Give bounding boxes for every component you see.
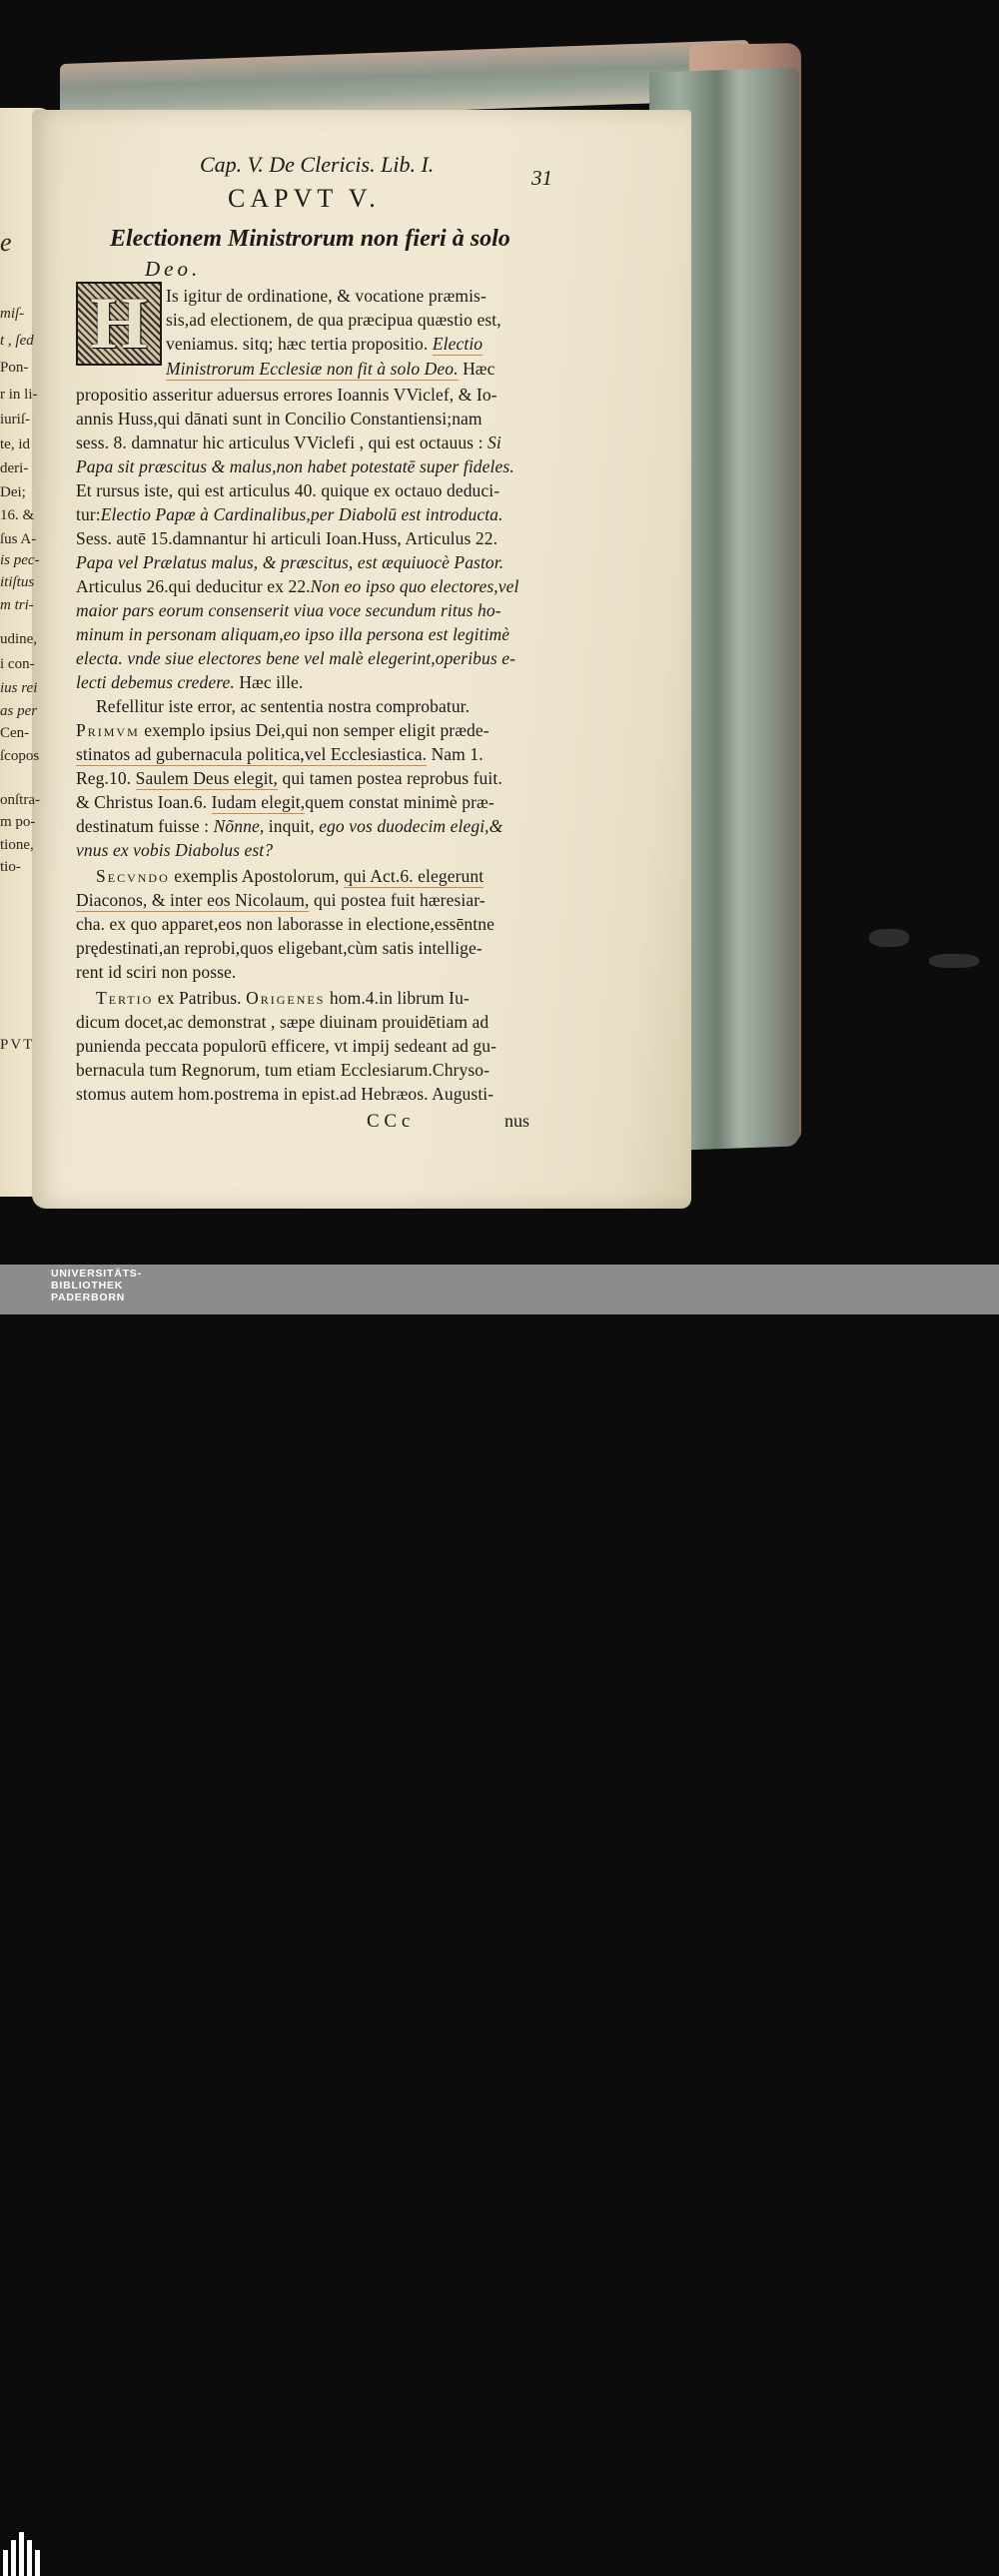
text-line: rent id sciri non posse.	[76, 962, 237, 982]
scan-image	[0, 0, 999, 1265]
left-fragment: 16. &	[0, 507, 35, 523]
library-footer-bar	[0, 1265, 999, 1314]
left-fragment: udine,	[0, 631, 38, 647]
left-fragment: m po-	[0, 814, 36, 830]
text-line: Papa vel Prælatus malus, & præscitus, est æquiuocè Pastor.	[76, 552, 504, 572]
text-line: bernacula tum Regnorum, tum etiam Ecclesiarum.Chryso-	[76, 1060, 491, 1080]
left-fragment: i con-	[0, 656, 35, 672]
chapter-subtitle-continued: Deo.	[145, 257, 202, 281]
left-fragment: r in li-	[0, 387, 38, 403]
chapter-title: CAPVT V.	[228, 184, 381, 213]
running-head: Cap. V. De Clericis. Lib. I.	[200, 152, 435, 177]
text-line: minum in personam aliquam,eo ipso illa persona est legitimè	[76, 624, 510, 644]
text-line: Reg.10. Saulem Deus elegit, qui tamen postea reprobus fuit.	[76, 768, 502, 788]
left-fragment: as per	[0, 703, 38, 719]
left-fragment: t , ſed	[0, 333, 34, 349]
left-fragment: ius rei	[0, 680, 38, 696]
text-line: annis Huss,qui dānati sunt in Concilio Constantiensi;nam	[76, 409, 483, 429]
left-fragment: onſtra-	[0, 792, 40, 808]
text-line: Et rursus iste, qui est articulus 40. quique ex octauo deduci-	[76, 480, 500, 500]
text-line: dicum docet,ac demonstrat , sæpe diuinam prouidētiam ad	[76, 1012, 490, 1032]
decorated-initial: H	[76, 282, 162, 366]
left-fragment: tione,	[0, 837, 34, 853]
text-line: Refellitur iste error, ac sententia nostra comprobatur.	[96, 696, 471, 716]
library-logo-icon	[3, 2531, 45, 2576]
left-fragment: miſ-	[0, 306, 25, 322]
left-fragment: Dei;	[0, 484, 26, 500]
left-fragment: itiſtus	[0, 574, 35, 590]
text-line: vnus ex vobis Diabolus est?	[76, 840, 274, 860]
text-line: tur:Electio Papæ à Cardinalibus,per Diabolū est introducta.	[76, 504, 503, 524]
text-line: maior pars eorum consenserit viua voce secundum ritus ho-	[76, 600, 501, 620]
left-fragment: tio-	[0, 859, 21, 875]
text-line: destinatum fuisse : Nõnne, inquit, ego vos duodecim elegi,&	[76, 816, 503, 836]
text-line: stinatos ad gubernacula politica,vel Ecclesiastica. Nam 1.	[76, 744, 484, 764]
left-fragment: Pon-	[0, 360, 29, 376]
text-line: Ministrorum Ecclesiæ non fit à solo Deo. Hæc	[166, 359, 496, 379]
text-line: sis,ad electionem, de qua præcipua quæstio est,	[166, 310, 501, 330]
left-fragment: iuriſ-	[0, 412, 30, 428]
footer-line-3: PADERBORN	[51, 1291, 126, 1303]
text-line: Tertio ex Patribus. Origenes hom.4.in librum Iu-	[96, 988, 470, 1008]
text-line: Articulus 26.qui deducitur ex 22.Non eo ipso quo electores,vel	[76, 576, 519, 596]
chapter-subtitle: Electionem Ministrorum non fieri à solo	[110, 226, 510, 252]
left-fragment: ſcopos	[0, 748, 40, 764]
left-fragment: m tri-	[0, 597, 34, 613]
text-line: sess. 8. damnatur hic articulus VViclefi , qui est octauus : Si	[76, 432, 501, 452]
signature-mark: C C c	[367, 1111, 411, 1132]
text-line: Papa sit præscitus & malus,non habet potestatē super fideles.	[76, 456, 514, 476]
text-line: punienda peccata populorū efficere, vt impij sedeant ad gu-	[76, 1036, 498, 1056]
catchword: nus	[504, 1111, 530, 1131]
text-line: & Christus Ioan.6. Iudam elegit,quem constat minimè præ-	[76, 792, 495, 812]
text-line: prędestinati,an reprobi,quos eligebant,cùm satis intellige-	[76, 938, 483, 958]
text-line: Is igitur de ordinatione, & vocatione præmis-	[166, 286, 487, 306]
left-fragment: deri-	[0, 460, 29, 476]
left-fragment: te, id	[0, 436, 30, 452]
left-fragment: is pec-	[0, 552, 40, 568]
footer-line-2: BIBLIOTHEK	[51, 1280, 124, 1291]
footer-line-1: UNIVERSITÄTS-	[51, 1268, 142, 1280]
left-fragment: PVT	[0, 1037, 35, 1053]
text-line: propositio asseritur aduersus errores Ioannis VViclef, & Io-	[76, 385, 498, 405]
text-line: Primvm exemplo ipsius Dei,qui non semper eligit præde-	[76, 720, 490, 740]
text-line: stomus autem hom.postrema in epist.ad Hebræos. Augusti-	[76, 1084, 495, 1104]
text-line: Sess. autē 15.damnantur hi articuli Ioan.Huss, Articulus 22.	[76, 528, 499, 548]
text-line: lecti debemus credere. Hæc ille.	[76, 672, 304, 692]
text-line: electa. vnde siue electores bene vel malè elegerint,operibus e-	[76, 648, 516, 668]
text-line: Diaconos, & inter eos Nicolaum, qui postea fuit hæresiar-	[76, 890, 486, 910]
folio-number: 31	[531, 166, 552, 190]
left-fragment: Cen-	[0, 725, 30, 741]
left-fragment: e	[0, 228, 12, 257]
left-fragment: ſus A-	[0, 531, 37, 547]
right-page-text	[0, 0, 999, 1265]
text-line: cha. ex quo apparet,eos non laborasse in electione,essēntne	[76, 914, 495, 934]
text-line: veniamus. sitq; hæc tertia propositio. Electio	[166, 334, 484, 354]
text-line: Secvndo exemplis Apostolorum, qui Act.6. elegerunt	[96, 866, 485, 886]
